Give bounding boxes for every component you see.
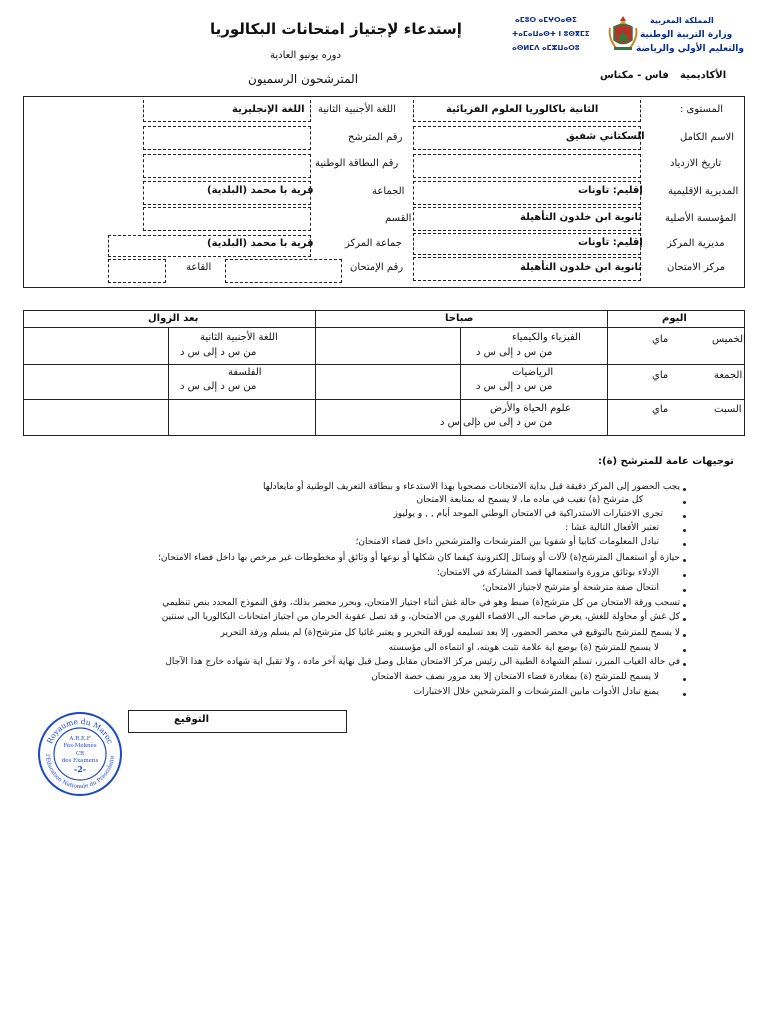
schedule-col-divider-2 <box>315 310 316 328</box>
document-title: إستدعاء لإجتياز امتحانات البكالوريا <box>210 20 462 38</box>
header-morning: صباحا <box>445 313 474 324</box>
candidate-no-label: رقم المترشح <box>348 132 403 143</box>
row3-month: ماي <box>652 404 669 415</box>
instruction-item: تعتبر الأفعال التالية غشا : <box>565 523 659 533</box>
stamp-top-text: Royaume du Maroc <box>45 716 115 746</box>
birthdate-field <box>413 154 641 178</box>
ministry-line-3: والتعليم الأولي والرياضة <box>636 44 744 54</box>
exam-center-stamp <box>36 710 124 798</box>
second-lang-label: اللغة الأجنبية الثانية <box>318 104 396 115</box>
bullet-dot <box>683 543 686 546</box>
ministry-line-2: وزارة التربية الوطنية <box>640 30 733 40</box>
bullet-dot <box>683 678 686 681</box>
session-label: دوره يونيو العادية <box>270 50 341 61</box>
schedule-col-divider-4 <box>315 327 316 436</box>
instruction-item: الإدلاء بوثائق مزورة واستعمالها قصد المشاركة في الامتحان؛ <box>436 568 659 578</box>
level-label: المستوى : <box>680 104 724 115</box>
bullet-dot <box>683 663 686 666</box>
origin-school-label: المؤسسة الأصلية <box>665 213 737 224</box>
row2-morning-subject: الرياضيات <box>512 367 554 378</box>
stamp-line-4: des Examens <box>61 758 99 764</box>
row1-morning-subject: الفيزياء والكيمياء <box>512 332 581 343</box>
instructions-title: توجيهات عامة للمترشح (ة): <box>598 456 734 467</box>
bullet-dot <box>683 574 686 577</box>
row3-morning-time: من س د إلى س د <box>476 417 553 428</box>
ministry-emblem <box>608 14 638 52</box>
bullet-dot <box>683 693 686 696</box>
instruction-item: في حالة الغياب المبرر، تسلم الشهادة الطبية الى رئيس مركز الامتحان مقابل وصل قبل نهاية آخر ماده ، ولا تقبل اية شهاده خارج هذا الآجال <box>165 657 680 667</box>
candidates-type: المترشحون الرسميون <box>248 72 359 86</box>
bullet-dot <box>683 634 686 637</box>
fullname-value: السكتاني شفيق <box>566 131 645 142</box>
bullet-dot <box>683 618 686 621</box>
header-afternoon: بعد الزوال <box>148 313 199 324</box>
schedule-row-divider-2 <box>23 399 745 400</box>
fullname-label: الاسم الكامل <box>680 132 735 143</box>
instruction-item: يجب الحضور إلى المركز دقيقة قبل بداية الامتحانات مصحوبا بهذا الاستدعاء و ببطاقة التعريف الوطنية أو مايعادلها <box>263 482 680 492</box>
exam-no-label: رقم الإمتحان <box>350 262 404 273</box>
academy-value: فاس - مكناس <box>600 70 669 81</box>
stamp-line-3: CR <box>75 751 85 757</box>
row3-day: السبت <box>714 404 742 415</box>
schedule-header-divider <box>23 327 745 328</box>
instruction-item: تسحب ورقة الامتحان من كل مترشح(ة) ضبط وهو في حالة غش أثناء اجتياز الامتحان، وبحرر محضر بذلك، وفق النموذج المحدد بنص تنظيمي <box>162 598 680 608</box>
commune-label: الجماعة <box>372 186 405 197</box>
row1-month: ماي <box>652 334 669 345</box>
candidate-no-field <box>143 126 311 150</box>
bullet-dot <box>683 559 686 562</box>
ministry-tifinagh-3: ⴰⵙⵍⵎⴷ ⴰⵎⵣⵡⴰⵔⵓ <box>512 44 580 52</box>
schedule-table <box>23 310 745 436</box>
commune-value: قرية با محمد (البلدية) <box>207 185 314 196</box>
row2-afternoon-subject: الفلسفة <box>228 367 262 378</box>
row1-afternoon-subject: اللغة الأجنبية الثانية <box>200 332 278 343</box>
exam-no-field <box>225 259 342 283</box>
birthdate-label: تاريخ الازدياد <box>670 158 722 169</box>
row3-morning-subject: علوم الحياة والأرض <box>490 403 571 414</box>
stamp-line-2: Fès-Meknès <box>63 743 97 749</box>
row3-afternoon-time: إلى س د <box>440 417 478 428</box>
stamp-line-5: -2- <box>73 764 87 774</box>
bullet-dot <box>683 488 686 491</box>
section-field <box>143 207 311 231</box>
ministry-line-1: المملكة المغربية <box>650 16 714 25</box>
ministry-tifinagh-1: ⴰⵎⵓⵔ ⴰⵎⵖⵔⴰⴱⵉ <box>515 16 577 24</box>
exam-center-value: ثانوية ابن خلدون التأهيلة <box>520 262 642 273</box>
directorate-label: المديرية الإقليمية <box>668 186 739 197</box>
instruction-item: تبادل المعلومات كتابيا أو شفويا بين المترشحات والمترشحين داخل فضاء الامتحان؛ <box>355 537 659 547</box>
instruction-item: كل مترشح (ة) تغيب في ماده ما، لا يسمح له بمتابعة الامتحان <box>416 495 643 505</box>
schedule-row-divider-1 <box>23 364 745 365</box>
bullet-dot <box>683 515 686 518</box>
bullet-dot <box>683 501 686 504</box>
bullet-dot <box>683 649 686 652</box>
row1-day: الخميس <box>712 334 746 345</box>
section-label: القسم <box>385 213 412 224</box>
room-field <box>108 259 166 283</box>
signature-box <box>128 710 347 733</box>
instruction-item: لا يسمح للمترشح (ة) بوضع اية علامة تثبت هويته، او انتماءه الى مؤسسته <box>388 643 659 653</box>
room-label: القاعة <box>186 262 212 273</box>
national-id-label: رقم البطاقة الوطنية <box>315 158 399 169</box>
schedule-col-divider-5 <box>168 327 169 436</box>
bullet-dot <box>683 604 686 607</box>
header-day: اليوم <box>662 313 687 324</box>
stamp-line-1: A.R.E.F <box>69 736 91 742</box>
instruction-item: انتحال صفة مترشحة أو مترشح لاجتياز الامتحان؛ <box>482 583 659 593</box>
academy-label: الأكاديمية <box>680 70 727 81</box>
second-lang-value: اللغة الإنجليزية <box>232 104 305 115</box>
origin-school-value: ثانوية ابن خلدون التأهيلة <box>520 212 642 223</box>
instruction-item: لا يسمح للمترشح (ة) بمغادرة فضاء الامتحان إلا بعد مرور نصف حصة الامتحان <box>371 672 659 682</box>
center-commune-label: جماعة المركز <box>345 238 402 249</box>
instruction-item: تجرى الاختبارات الاستدراكية في الامتحان الوطني الموحد أيام , , و يوليوز <box>393 509 663 519</box>
row1-morning-time: من س د إلى س د <box>476 347 553 358</box>
row2-month: ماي <box>652 370 669 381</box>
bullet-dot <box>683 529 686 532</box>
level-value: الثانية باكالوريا العلوم الفزيائية <box>446 104 599 115</box>
row2-morning-time: من س د إلى س د <box>476 381 553 392</box>
ministry-tifinagh-2: ⵜⴰⵎⴰⵡⴰⵙⵜ ⵏ ⵓⵙⴳⵎⵉ <box>512 30 590 38</box>
instruction-item: كل غش أو محاولة للغش، يعرض صاحبه الى الاقصاء الفوري من الامتحان، و قد تصل عقوبة الحرمان من اجتياز امتحانات البكالوريا الى سنتين <box>161 612 680 622</box>
row2-afternoon-time: من س د إلى س د <box>180 381 257 392</box>
signature-label: التوقيع <box>174 714 209 725</box>
stamp-bottom-text: l'Education Nationale du Préscolaire <box>43 754 116 791</box>
center-directorate-value: إقليم: تاونات <box>578 237 643 248</box>
row2-day: الجمعة <box>714 370 743 381</box>
national-id-field <box>143 154 311 178</box>
instruction-item: لا يسمح للمترشح بالتوقيع في محضر الحضور، إلا بعد تسليمه لورقة التحرير و يعتبر غائبا كل مترشح(ة) لم يسلم ورقة التحرير <box>220 628 680 638</box>
exam-center-label: مركز الامتحان <box>667 262 726 273</box>
row1-afternoon-time: من س د إلى س د <box>180 347 257 358</box>
center-commune-value: قرية با محمد (البلدية) <box>207 238 314 249</box>
instruction-item: حيازة أو استعمال المترشح(ة) لآلات أو وسائل إلكترونية كيفما كان شكلها أو نوعها أو وثائق أو مخطوطات غير مرخص بها داخل فضاء الامتحان؛ <box>158 553 680 563</box>
schedule-col-divider-1 <box>607 310 608 436</box>
instruction-item: يمنع تبادل الأدوات مابين المترشحات و المترشحين خلال الاختبارات <box>413 687 659 697</box>
directorate-value: إقليم: تاونات <box>578 185 643 196</box>
center-directorate-label: مديرية المركز <box>667 238 725 249</box>
bullet-dot <box>683 589 686 592</box>
